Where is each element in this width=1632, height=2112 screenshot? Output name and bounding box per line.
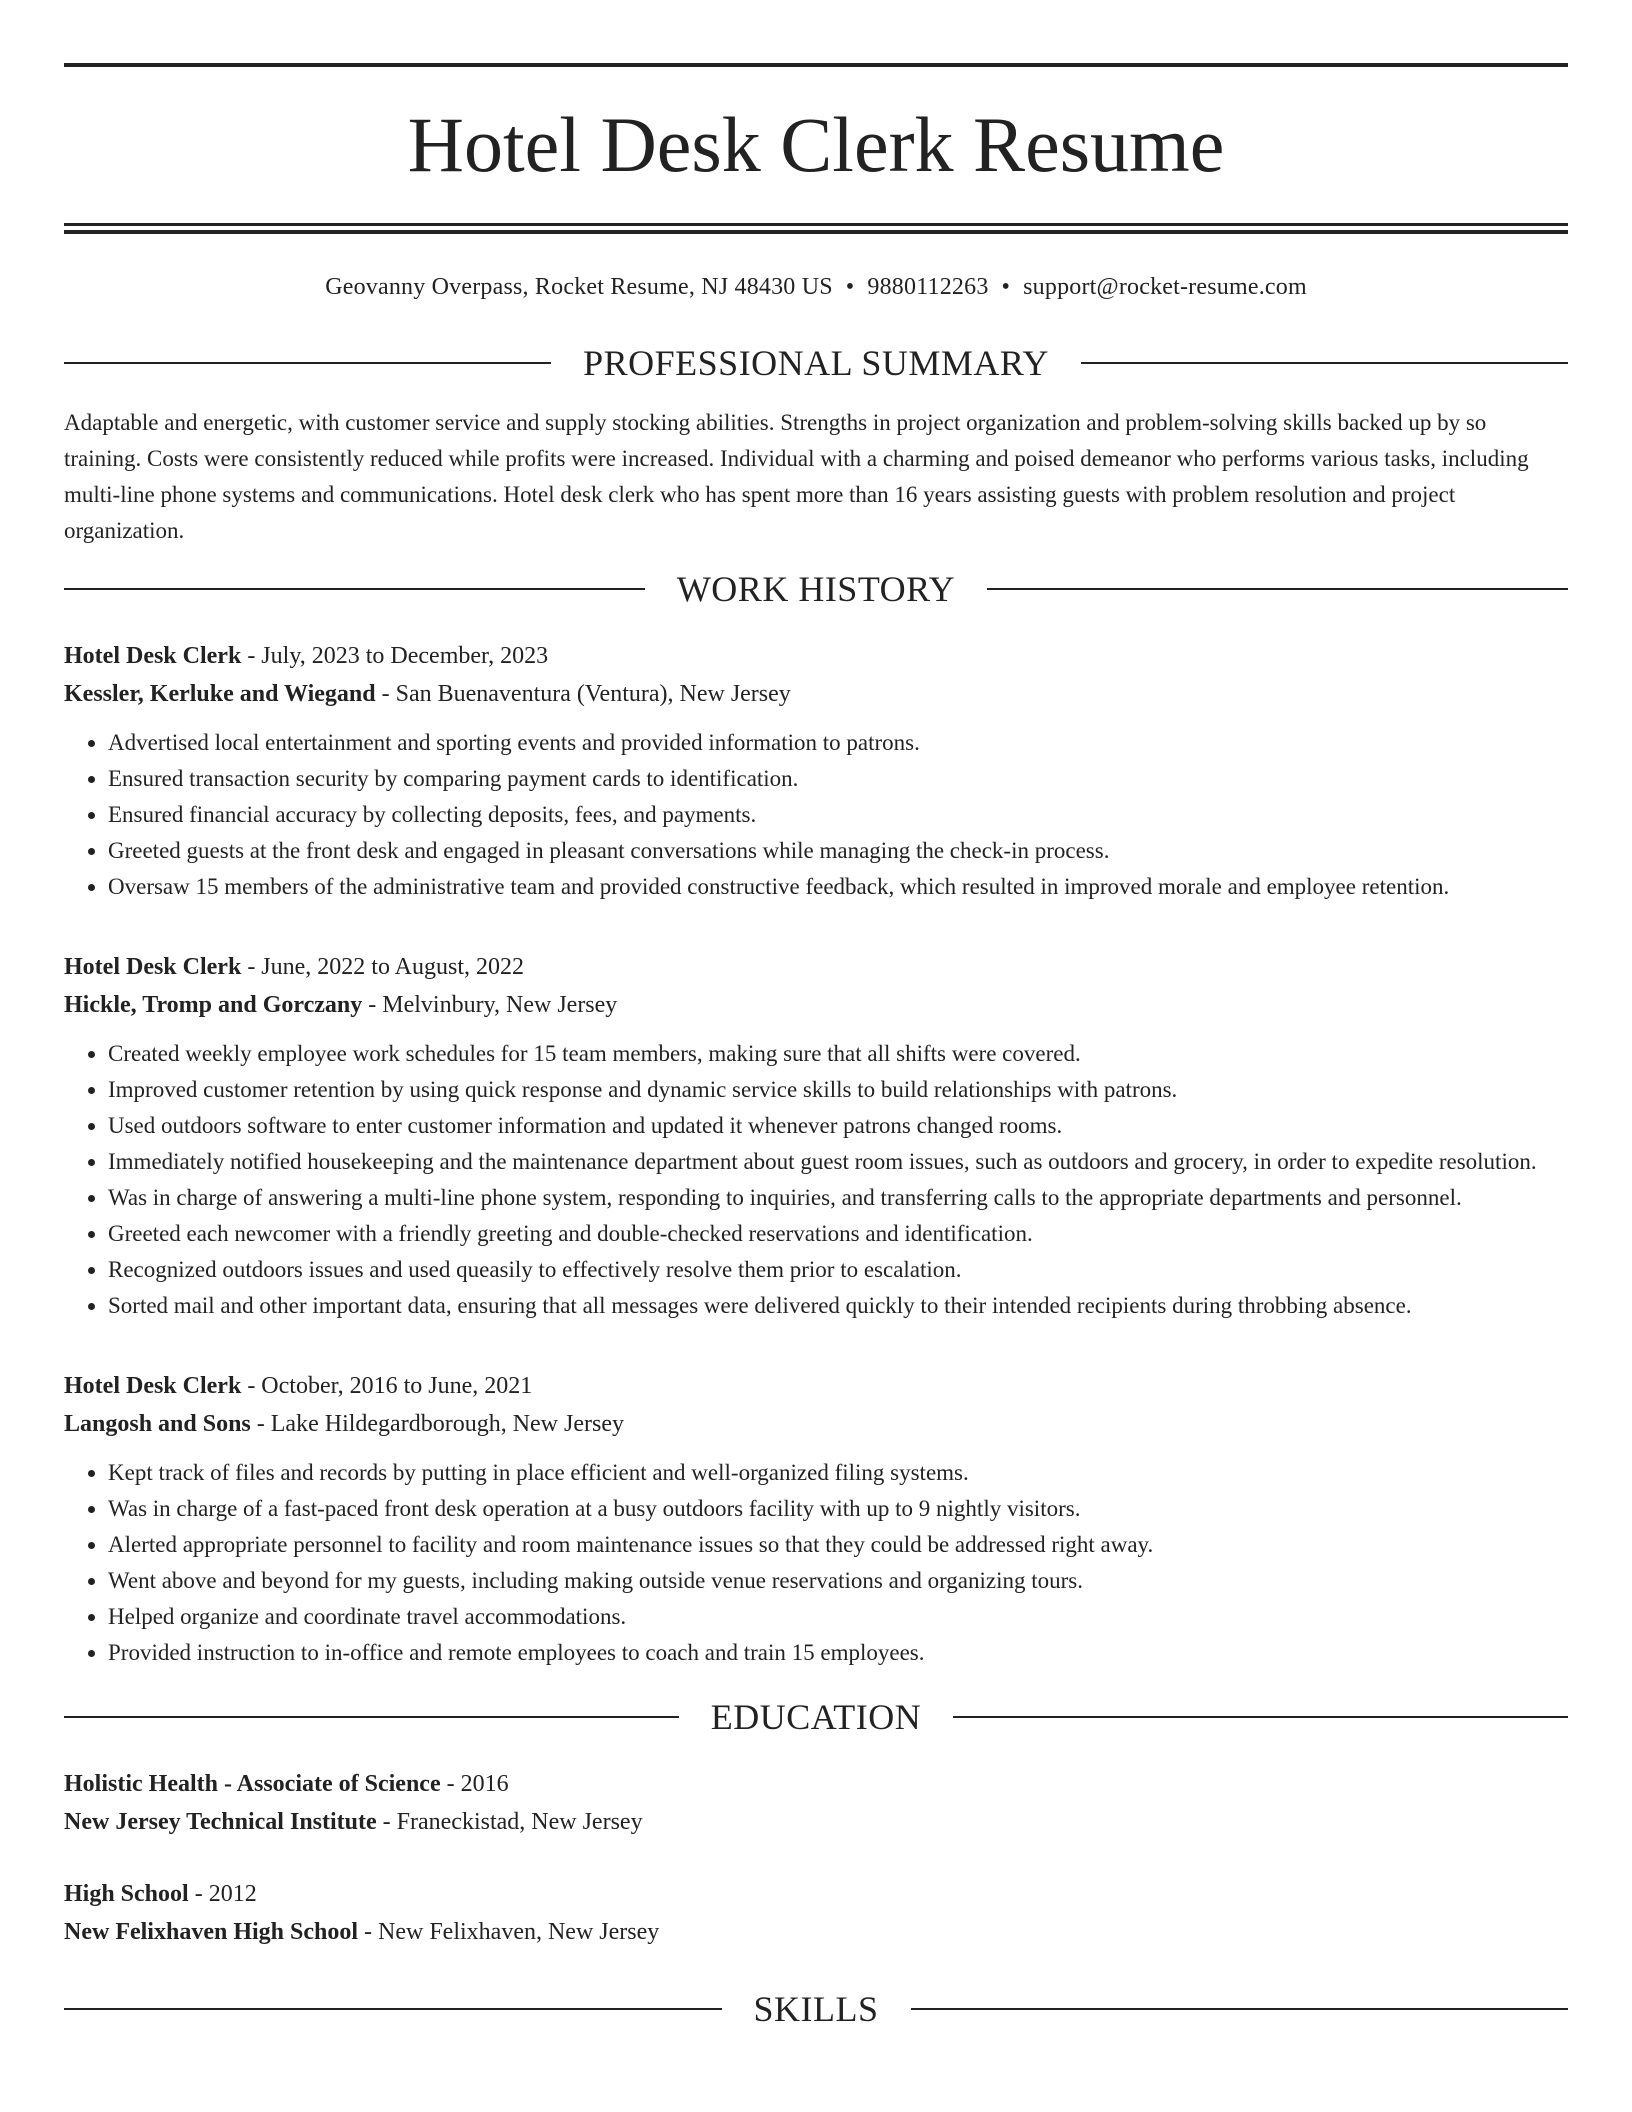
education-location: - Franeckistad, New Jersey: [376, 1809, 643, 1835]
job-bullet-list: [64, 1455, 1568, 1671]
skills-heading-label: SKILLS: [753, 1989, 879, 2029]
job-bullet: • Recognized outdoors issues and used queasily to effectively resolve them prior to escalation.: [108, 1252, 1568, 1288]
heading-rule-left: [64, 1716, 679, 1718]
job-bullet: • Sorted mail and other important data, ensuring that all messages were delivered quickly to their intended recipients during throbbing absence.: [108, 1288, 1568, 1324]
education-section-heading: [64, 1695, 1568, 1739]
job-location: - Lake Hildegardborough, New Jersey: [250, 1411, 624, 1437]
education-location: - New Felixhaven, New Jersey: [358, 1919, 660, 1945]
job-bullet: • Advertised local entertainment and sporting events and provided information to patrons.: [108, 725, 1568, 761]
contact-phone: 9880112263: [867, 274, 989, 300]
heading-rule-left: [64, 2008, 722, 2010]
resume-title: Hotel Desk Clerk Resume: [407, 101, 1225, 188]
job-company: Kessler, Kerluke and Wiegand: [64, 681, 376, 707]
education-school: New Felixhaven High School: [64, 1919, 359, 1945]
job-company-line: [64, 1405, 1568, 1443]
heading-rule-right: [911, 2008, 1569, 2010]
summary-heading-label: PROFESSIONAL SUMMARY: [583, 343, 1049, 383]
work-history-heading-label: WORK HISTORY: [676, 569, 956, 609]
job-entry: [64, 1367, 1568, 1671]
education-degree: Holistic Health - Associate of Science: [64, 1771, 441, 1797]
contact-email: support@rocket-resume.com: [1023, 274, 1307, 300]
contact-address: Geovanny Overpass, Rocket Resume, NJ 48430 US: [325, 274, 833, 300]
education-school-line: [64, 1803, 1568, 1841]
job-bullet: • Was in charge of a fast-paced front desk operation at a busy outdoors facility with up to 9 nightly visitors.: [108, 1491, 1568, 1527]
job-bullet: • Immediately notified housekeeping and the maintenance department about guest room issues, such as outdoors and grocery, in order to expedite resolution.: [108, 1144, 1568, 1180]
education-school: New Jersey Technical Institute: [64, 1809, 377, 1835]
education-degree-line: [64, 1875, 1568, 1913]
job-dates: - June, 2022 to August, 2022: [241, 954, 524, 980]
contact-separator: •: [845, 274, 855, 300]
job-bullet: • Ensured transaction security by comparing payment cards to identification.: [108, 761, 1568, 797]
job-bullet: • Kept track of files and records by putting in place efficient and well-organized filing systems.: [108, 1455, 1568, 1491]
education-degree-line: [64, 1765, 1568, 1803]
job-bullet-list: [64, 1036, 1568, 1324]
heading-rule-right: [953, 1716, 1568, 1718]
summary-text: Adaptable and energetic, with customer service and supply stocking abilities. Strengths in project organization and problem-solving skills backed up by so training. Costs were consistently reduced while profits were increased. Individual with a charming and poised demeanor who performs various tasks, including multi-line phone systems and communications. Hotel desk clerk who has spent more than 16 years assisting guests with problem resolution and project organization.: [64, 410, 1529, 543]
job-dates: - July, 2023 to December, 2023: [241, 643, 549, 669]
job-bullet: • Went above and beyond for my guests, including making outside venue reservations and organizing tours.: [108, 1563, 1568, 1599]
job-location: - San Buenaventura (Ventura), New Jersey: [375, 681, 791, 707]
title-double-rule: [64, 223, 1568, 234]
job-bullet-list: [64, 725, 1568, 905]
job-bullet: • Ensured financial accuracy by collecting deposits, fees, and payments.: [108, 797, 1568, 833]
job-bullet: • Was in charge of answering a multi-line phone system, responding to inquiries, and transferring calls to the appropriate departments and personnel.: [108, 1180, 1568, 1216]
job-bullet: • Helped organize and coordinate travel accommodations.: [108, 1599, 1568, 1635]
job-title: Hotel Desk Clerk: [64, 1373, 242, 1399]
education-degree: High School: [64, 1881, 189, 1907]
job-company-line: [64, 986, 1568, 1024]
job-bullet: • Alerted appropriate personnel to facility and room maintenance issues so that they could be addressed right away.: [108, 1527, 1568, 1563]
job-location: - Melvinbury, New Jersey: [362, 992, 618, 1018]
job-bullet: • Greeted guests at the front desk and engaged in pleasant conversations while managing the check-in process.: [108, 833, 1568, 869]
education-entry: [64, 1875, 1568, 1951]
job-bullet: • Improved customer retention by using quick response and dynamic service skills to build relationships with patrons.: [108, 1072, 1568, 1108]
skills-section-heading: [64, 1987, 1568, 2031]
job-bullet: • Used outdoors software to enter customer information and updated it whenever patrons changed rooms.: [108, 1108, 1568, 1144]
job-title: Hotel Desk Clerk: [64, 954, 242, 980]
heading-rule-left: [64, 588, 645, 590]
education-year: - 2016: [440, 1771, 509, 1797]
education-year: - 2012: [188, 1881, 257, 1907]
job-bullet: • Provided instruction to in-office and remote employees to coach and train 15 employees.: [108, 1635, 1568, 1671]
job-bullet: • Greeted each newcomer with a friendly greeting and double-checked reservations and identification.: [108, 1216, 1568, 1252]
job-entry: [64, 948, 1568, 1324]
heading-rule-right: [987, 588, 1568, 590]
job-company: Hickle, Tromp and Gorczany: [64, 992, 363, 1018]
education-heading-label: EDUCATION: [710, 1697, 922, 1737]
heading-rule-right: [1081, 362, 1568, 364]
job-bullet: • Oversaw 15 members of the administrative team and provided constructive feedback, which resulted in improved morale and employee retention.: [108, 869, 1568, 905]
job-title: Hotel Desk Clerk: [64, 643, 242, 669]
work-history-section-heading: [64, 567, 1568, 611]
contact-separator: •: [1001, 274, 1011, 300]
job-entry: [64, 637, 1568, 905]
summary-section-heading: [64, 341, 1568, 385]
job-title-line: [64, 1367, 1568, 1405]
heading-rule-left: [64, 362, 551, 364]
job-bullet: • Created weekly employee work schedules for 15 team members, making sure that all shifts were covered.: [108, 1036, 1568, 1072]
job-company: Langosh and Sons: [64, 1411, 251, 1437]
top-rule: [64, 63, 1568, 67]
education-school-line: [64, 1913, 1568, 1951]
job-title-line: [64, 948, 1568, 986]
contact-line: [64, 271, 1568, 303]
job-title-line: [64, 637, 1568, 675]
job-dates: - October, 2016 to June, 2021: [241, 1373, 533, 1399]
education-entry: [64, 1765, 1568, 1841]
job-company-line: [64, 675, 1568, 713]
